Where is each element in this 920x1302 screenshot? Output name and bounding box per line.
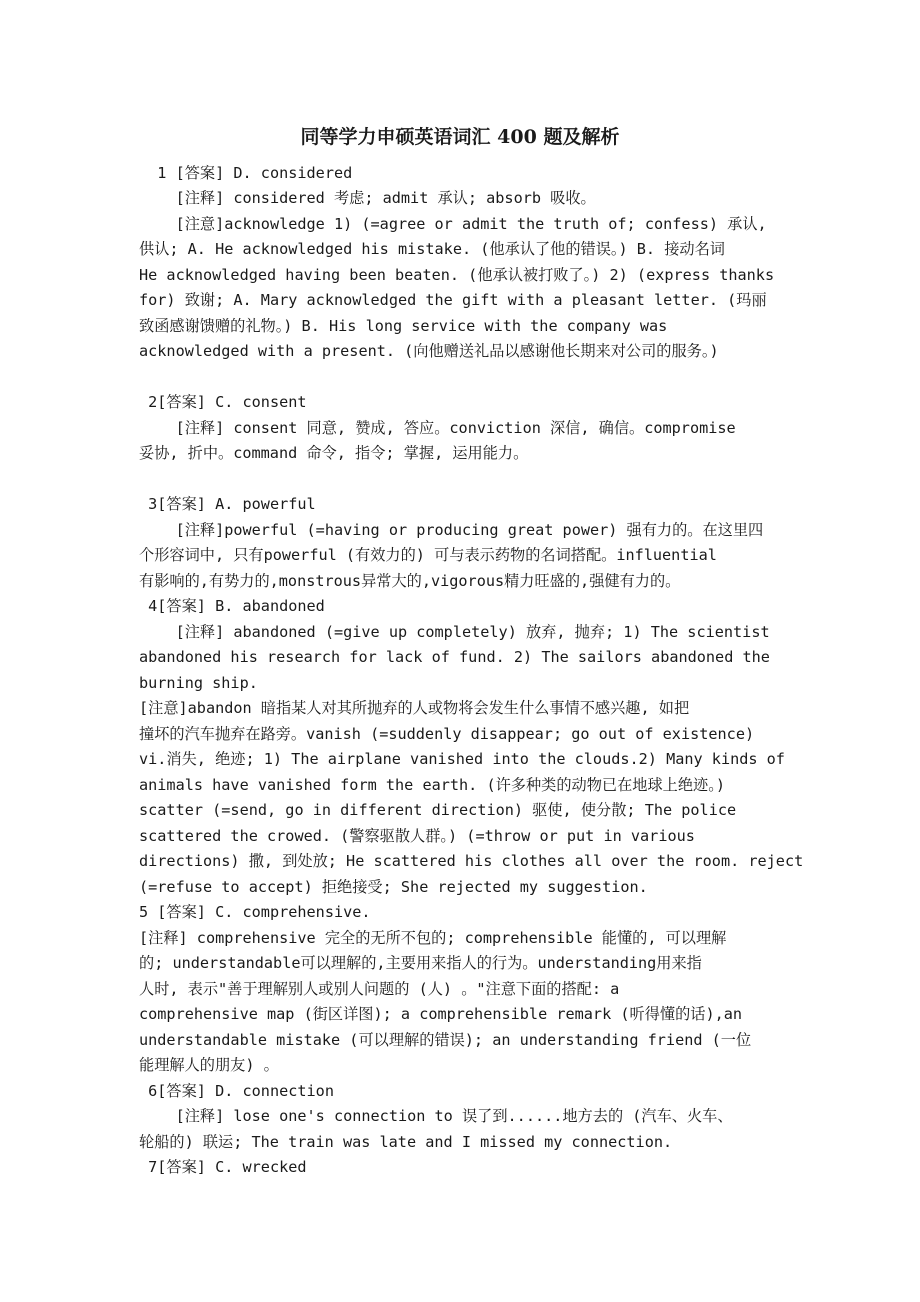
text-line: [注释] considered 考虑; admit 承认; absorb 吸收。 [139,189,596,207]
text-line: 能理解人的朋友) 。 [139,1056,279,1074]
text-line: 7[答案] C. wrecked [139,1158,307,1176]
text-line: [注意]acknowledge 1) (=agree or admit the truth of; confess) 承认, [139,215,767,233]
text-line: 6[答案] D. connection [139,1082,334,1100]
text-line: 有影响的,有势力的,monstrous异常大的,vigorous精力旺盛的,强健有力的。 [139,572,681,590]
text-line: scattered the crowed. (警察驱散人群。) (=throw or put in various [139,827,695,845]
text-line: [注释] consent 同意, 赞成, 答应。conviction 深信, 确信。compromise [139,419,736,437]
text-line: 轮船的) 联运; The train was late and I missed my connection. [139,1133,673,1151]
text-line: 个形容词中, 只有powerful (有效力的) 可与表示药物的名词搭配。influential [139,546,717,564]
text-line: vi.消失, 绝迹; 1) The airplane vanished into the clouds.2) Many kinds of [139,750,785,768]
text-line: understandable mistake (可以理解的错误); an understanding friend (一位 [139,1031,752,1049]
text-line: scatter (=send, go in different direction) 驱使, 使分散; The police [139,801,737,819]
text-line: He acknowledged having been beaten. (他承认被打败了。) 2) (express thanks [139,266,775,284]
text-line: (=refuse to accept) 拒绝接受; She rejected my suggestion. [139,878,648,896]
text-line: [注释] lose one's connection to 误了到......地方去的 (汽车、火车、 [139,1107,733,1125]
text-line: 3[答案] A. powerful [139,495,316,513]
text-line: 1 [答案] D. considered [139,164,353,182]
text-line: 的; understandable可以理解的,主要用来指人的行为。understanding用来指 [139,954,702,972]
document-title: 同等学力申硕英语词汇 400 题及解析 [300,126,620,148]
text-line: [注释] comprehensive 完全的无所不包的; comprehensible 能懂的, 可以理解 [139,929,727,947]
text-line: abandoned his research for lack of fund. 2) The sailors abandoned the [139,648,770,666]
text-line: 5 [答案] C. comprehensive. [139,903,371,921]
text-line: comprehensive map (街区详图); a comprehensible remark (听得懂的话),an [139,1005,743,1023]
text-line: 撞坏的汽车抛弃在路旁。vanish (=suddenly disappear; go out of existence) [139,725,755,743]
text-line: 妥协, 折中。command 命令, 指令; 掌握, 运用能力。 [139,444,529,462]
text-line: 供认; A. He acknowledged his mistake. (他承认了他的错误。) B. 接动名词 [139,240,725,258]
text-line: 2[答案] C. consent [139,393,307,411]
text-line: [注释]powerful (=having or producing great power) 强有力的。在这里四 [139,521,764,539]
text-line: 4[答案] B. abandoned [139,597,325,615]
text-line: 人时, 表示"善于理解别人或别人问题的 (人) 。"注意下面的搭配: a [139,980,620,998]
text-line: burning ship. [139,674,258,692]
text-line: for) 致谢; A. Mary acknowledged the gift with a pleasant letter. (玛丽 [139,291,767,309]
text-line: [注释] abandoned (=give up completely) 放弃, 抛弃; 1) The scientist [139,623,770,641]
text-line: directions) 撒, 到处放; He scattered his clothes all over the room. reject [139,852,804,870]
text-line: animals have vanished form the earth. (许多种类的动物已在地球上绝迹。) [139,776,725,794]
text-line: [注意]abandon 暗指某人对其所抛弃的人或物将会发生什么事情不感兴趣, 如把 [139,699,690,717]
text-line: acknowledged with a present. (向他赠送礼品以感谢他长期来对公司的服务。) [139,342,719,360]
text-line: 致函感谢馈赠的礼物。) B. His long service with the company was [139,317,668,335]
